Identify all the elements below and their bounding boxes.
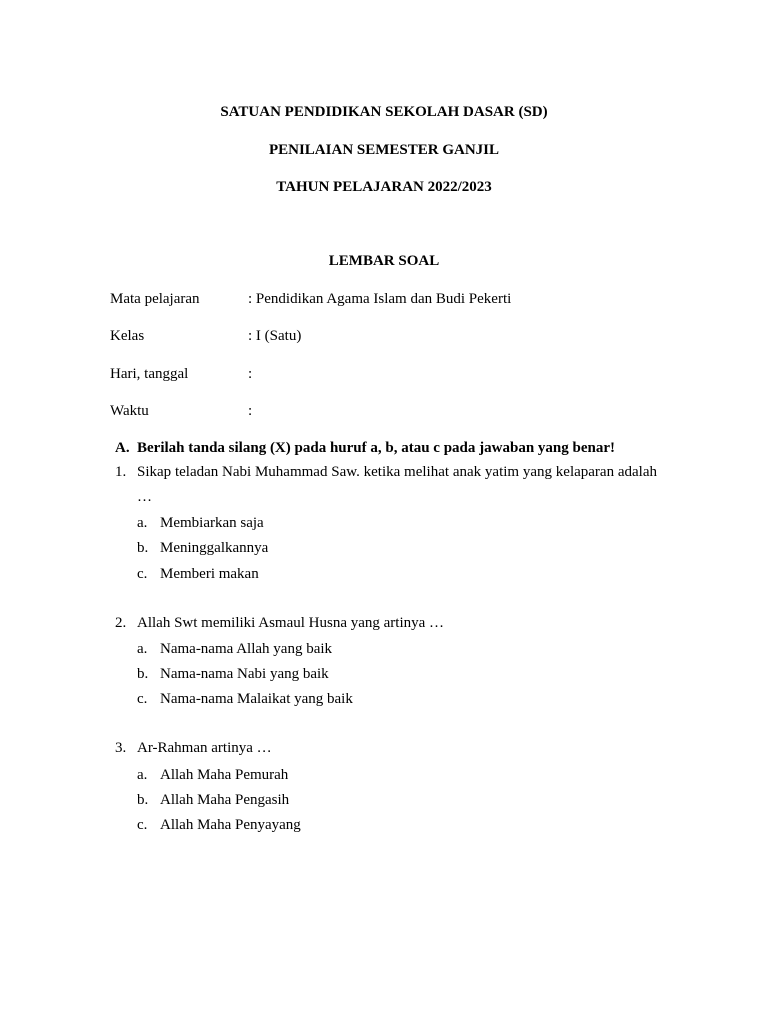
option-3c bbox=[137, 816, 301, 834]
question-2 bbox=[115, 611, 657, 636]
option-2c bbox=[137, 690, 353, 708]
info-row-date bbox=[110, 365, 252, 383]
option-text: Allah Maha Pengasih bbox=[160, 792, 290, 808]
info-row-time bbox=[110, 402, 252, 420]
option-marker: b. bbox=[137, 540, 149, 556]
option-text: Meninggalkannya bbox=[160, 540, 269, 556]
option-1a bbox=[137, 514, 264, 532]
page-title: LEMBAR SOAL bbox=[328, 253, 440, 269]
option-3a bbox=[137, 766, 288, 784]
info-value: : I (Satu) bbox=[248, 328, 302, 344]
question-number: 1. bbox=[115, 464, 127, 480]
info-label: Hari, tanggal bbox=[110, 366, 189, 382]
academic-year-heading: TAHUN PELAJARAN 2022/2023 bbox=[276, 179, 492, 195]
assessment-heading: PENILAIAN SEMESTER GANJIL bbox=[268, 142, 500, 158]
option-1c bbox=[137, 565, 259, 583]
option-marker: b. bbox=[137, 666, 149, 682]
info-value: : bbox=[248, 403, 253, 419]
info-value: : bbox=[248, 366, 253, 382]
school-level-heading: SATUAN PENDIDIKAN SEKOLAH DASAR (SD) bbox=[220, 104, 548, 120]
option-marker: b. bbox=[137, 792, 149, 808]
question-number: 2. bbox=[115, 615, 127, 631]
question-number: 3. bbox=[115, 740, 127, 756]
option-text: Membiarkan saja bbox=[160, 515, 264, 531]
info-label: Waktu bbox=[110, 403, 149, 419]
question-text: Ar-Rahman artinya … bbox=[137, 740, 272, 756]
info-row-subject bbox=[110, 290, 511, 308]
option-text: Nama-nama Nabi yang baik bbox=[160, 666, 329, 682]
instruction-text: Berilah tanda silang (X) pada huruf a, b, atau c pada jawaban yang benar! bbox=[137, 440, 616, 456]
option-marker: a. bbox=[137, 641, 148, 657]
info-row-class bbox=[110, 327, 301, 345]
option-text: Memberi makan bbox=[160, 566, 259, 582]
section-instruction bbox=[115, 439, 615, 457]
option-2b bbox=[137, 665, 329, 683]
question-1 bbox=[115, 460, 657, 510]
option-text: Allah Maha Pemurah bbox=[160, 767, 289, 783]
option-marker: c. bbox=[137, 817, 148, 833]
option-text: Nama-nama Allah yang baik bbox=[160, 641, 333, 657]
question-3 bbox=[115, 736, 657, 761]
option-text: Nama-nama Malaikat yang baik bbox=[160, 691, 353, 707]
option-marker: c. bbox=[137, 566, 148, 582]
info-label: Mata pelajaran bbox=[110, 291, 200, 307]
option-marker: c. bbox=[137, 691, 148, 707]
info-label: Kelas bbox=[110, 328, 145, 344]
option-marker: a. bbox=[137, 767, 148, 783]
question-text: Sikap teladan Nabi Muhammad Saw. ketika melihat anak yatim yang kelaparan adalah … bbox=[137, 464, 657, 505]
option-3b bbox=[137, 791, 289, 809]
option-marker: a. bbox=[137, 515, 148, 531]
question-text: Allah Swt memiliki Asmaul Husna yang artinya … bbox=[137, 615, 445, 631]
option-text: Allah Maha Penyayang bbox=[160, 817, 301, 833]
option-2a bbox=[137, 640, 332, 658]
section-marker: A. bbox=[115, 440, 130, 456]
option-1b bbox=[137, 539, 268, 557]
info-value: : Pendidikan Agama Islam dan Budi Pekerti bbox=[248, 291, 512, 307]
